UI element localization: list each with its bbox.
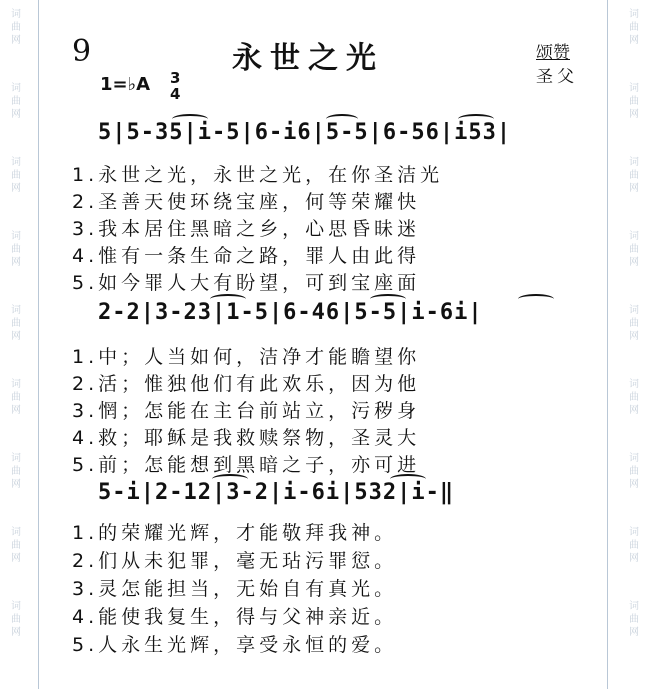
lyric-1-3: 3.我本居住黑暗之乡，心思昏昧迷 [72,218,421,240]
watermark-text: 词 曲 网 [11,231,21,268]
slur-arc [370,294,406,304]
time-signature-bottom: 4 [170,85,181,103]
lyric-3-1: 1.的荣耀光辉，才能敬拜我神。 [72,522,398,544]
lyric-3-3: 3.灵怎能担当，无始自有真光。 [72,578,398,600]
notation-line-1: 5|5-35|i-5|6-i6|5-5|6-56|i53| [98,120,512,145]
watermark-text: 词 曲 网 [629,9,639,46]
lyric-3-5: 5.人永生光辉，享受永恒的爱。 [72,634,398,656]
watermark-text: 词 曲 网 [11,157,21,194]
watermark-text: 词 曲 网 [629,231,639,268]
lyric-2-4: 4.救；耶稣是我救赎祭物，圣灵大 [72,427,421,449]
watermark-text: 词 曲 网 [11,453,21,490]
hymn-genre: 颂赞 [536,43,570,63]
watermark-text: 词 曲 网 [11,601,21,638]
key-signature: 1=♭A [100,74,151,95]
notation-line-3: 5-i|2-12|3-2|i-6i|532|i-‖ [98,480,455,505]
slur-arc [210,294,246,304]
lyric-1-5: 5.如今罪人大有盼望，可到宝座面 [72,272,421,294]
slur-arc [390,474,426,484]
slur-arc [326,114,358,124]
watermark-text: 词 曲 网 [11,83,21,120]
watermark-text: 词 曲 网 [11,379,21,416]
slur-arc [212,474,248,484]
lyric-2-2: 2.活；惟独他们有此欢乐，因为他 [72,373,421,395]
notation-line-2: 2-2|3-23|1-5|6-46|5-5|i-6i| [98,300,483,325]
lyric-2-5: 5.前；怎能想到黑暗之子，亦可进 [72,454,421,476]
lyric-1-4: 4.惟有一条生命之路，罪人由此得 [72,245,421,267]
watermark-text: 词 曲 网 [11,527,21,564]
lyric-2-3: 3.惘；怎能在主台前站立，污秽身 [72,400,421,422]
watermark-text: 词 曲 网 [11,305,21,342]
watermark-text: 词 曲 网 [629,83,639,120]
watermark-text: 词 曲 网 [629,305,639,342]
watermark-text: 词 曲 网 [629,601,639,638]
slur-arc [172,114,208,124]
hymn-number: 9 [72,34,92,69]
time-signature-top: 3 [170,69,181,87]
slur-arc [458,114,494,124]
watermark-text: 词 曲 网 [629,527,639,564]
lyric-3-4: 4.能使我复生，得与父神亲近。 [72,606,398,628]
watermark-text: 词 曲 网 [629,453,639,490]
time-signature [170,70,180,102]
lyric-3-2: 2.们从未犯罪，毫无玷污罪愆。 [72,550,398,572]
hymn-author: 圣父 [536,67,578,87]
watermark-text: 词 曲 网 [629,379,639,416]
lyric-2-1: 1.中；人当如何，洁净才能瞻望你 [72,346,421,368]
watermark-text: 词 曲 网 [629,157,639,194]
lyric-1-1: 1.永世之光，永世之光，在你圣洁光 [72,164,444,186]
hymn-title: 永世之光 [232,41,384,76]
slur-arc [518,294,554,304]
lyric-1-2: 2.圣善天使环绕宝座，何等荣耀快 [72,191,421,213]
watermark-text: 词 曲 网 [11,9,21,46]
